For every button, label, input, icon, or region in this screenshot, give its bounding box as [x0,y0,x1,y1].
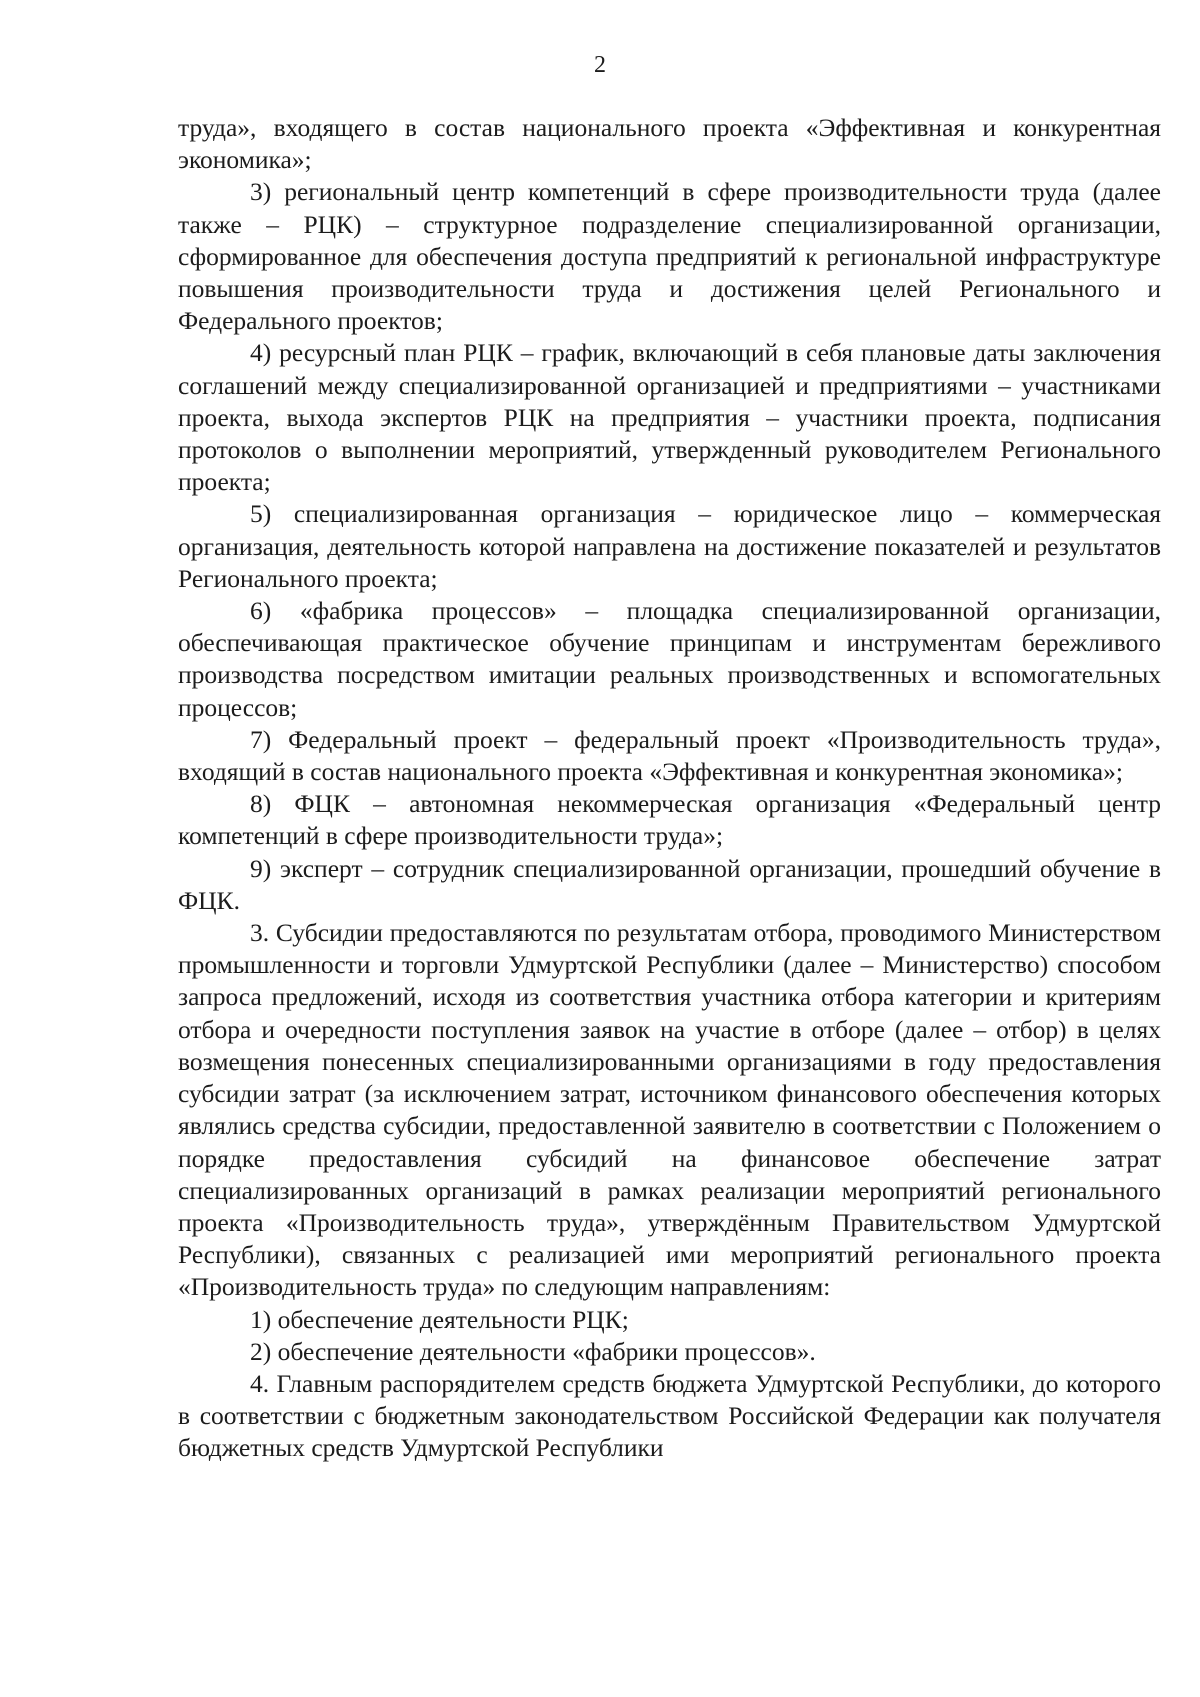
document-body [178,112,1161,1465]
paragraph-definition-9: 9) эксперт – сотрудник специализированной организации, прошедший обучение в ФЦК. [178,853,1161,915]
paragraph-definition-8: 8) ФЦК – автономная некоммерческая организация «Федеральный центр компетенций в сфере производительности труда»; [178,789,1161,851]
paragraph-definition-6: 6) «фабрика процессов» – площадка специализированной организации, обеспечивающая практическое обучение принципам и инструментам бережливого производства посредством имитации реальных производственных и вспомогательных процессов; [178,596,1161,722]
paragraph-definition-7: 7) Федеральный проект – федеральный проект «Производительность труда», входящий в состав национального проекта «Эффективная и конкурентная экономика»; [178,724,1161,787]
paragraph-direction-2: 2) обеспечение деятельности «фабрики процессов». [250,1336,816,1366]
paragraph-continuation: труда», входящего в состав национального проекта «Эффективная и конкурентная экономика»; [178,113,1161,175]
paragraph-definition-5: 5) специализированная организация – юридическое лицо – коммерческая организация, деятельность которой направлена на достижение показателей и результатов Регионального проекта; [178,499,1161,593]
paragraph-clause-3: 3. Субсидии предоставляются по результатам отбора, проводимого Министерством промышленности и торговли Удмуртской Республики (далее – Министерство) способом запроса предложений, исходя из соответствия участника отбора категории и критериям отбора и очередности поступления заявок на участие в отборе (далее – отбор) в целях возмещения понесенных специализированными организациями в году предоставления субсидии затрат (за исключением затрат, источником финансового обеспечения которых являлись средства субсидии, предоставленной заявителю в соответствии с Положением о порядке предоставления субсидий на финансовое обеспечение затрат специализированных организаций в рамках реализации мероприятий регионального проекта «Производительность труда», утверждённым Правительством Удмуртской Республики), связанных с реализацией ими мероприятий регионального проекта «Производительность труда» по следующим направлениям: [178,918,1161,1302]
paragraph-clause-4: 4. Главным распорядителем средств бюджета Удмуртской Республики, до которого в соответствии с бюджетным законодательством Российской Федерации как получателя бюджетных средств Удмуртской Республики [178,1368,1161,1463]
paragraph-direction-1: 1) обеспечение деятельности РЦК; [250,1304,629,1334]
paragraph-definition-3: 3) региональный центр компетенций в сфере производительности труда (далее также – РЦК) – структурное подразделение специализированной организации, сформированное для обеспечения доступа предприятий к региональной инфраструктуре повышения производительности труда и достижения целей Регионального и Федерального проектов; [178,177,1161,336]
page-number: 2 [594,52,606,78]
paragraph-definition-4: 4) ресурсный план РЦК – график, включающий в себя плановые даты заключения соглашений между специализированной организацией и предприятиями – участниками проекта, выхода экспертов РЦК на предприятия – участники проекта, подписания протоколов о выполнении мероприятий, утвержденный руководителем Регионального проекта; [178,338,1161,497]
